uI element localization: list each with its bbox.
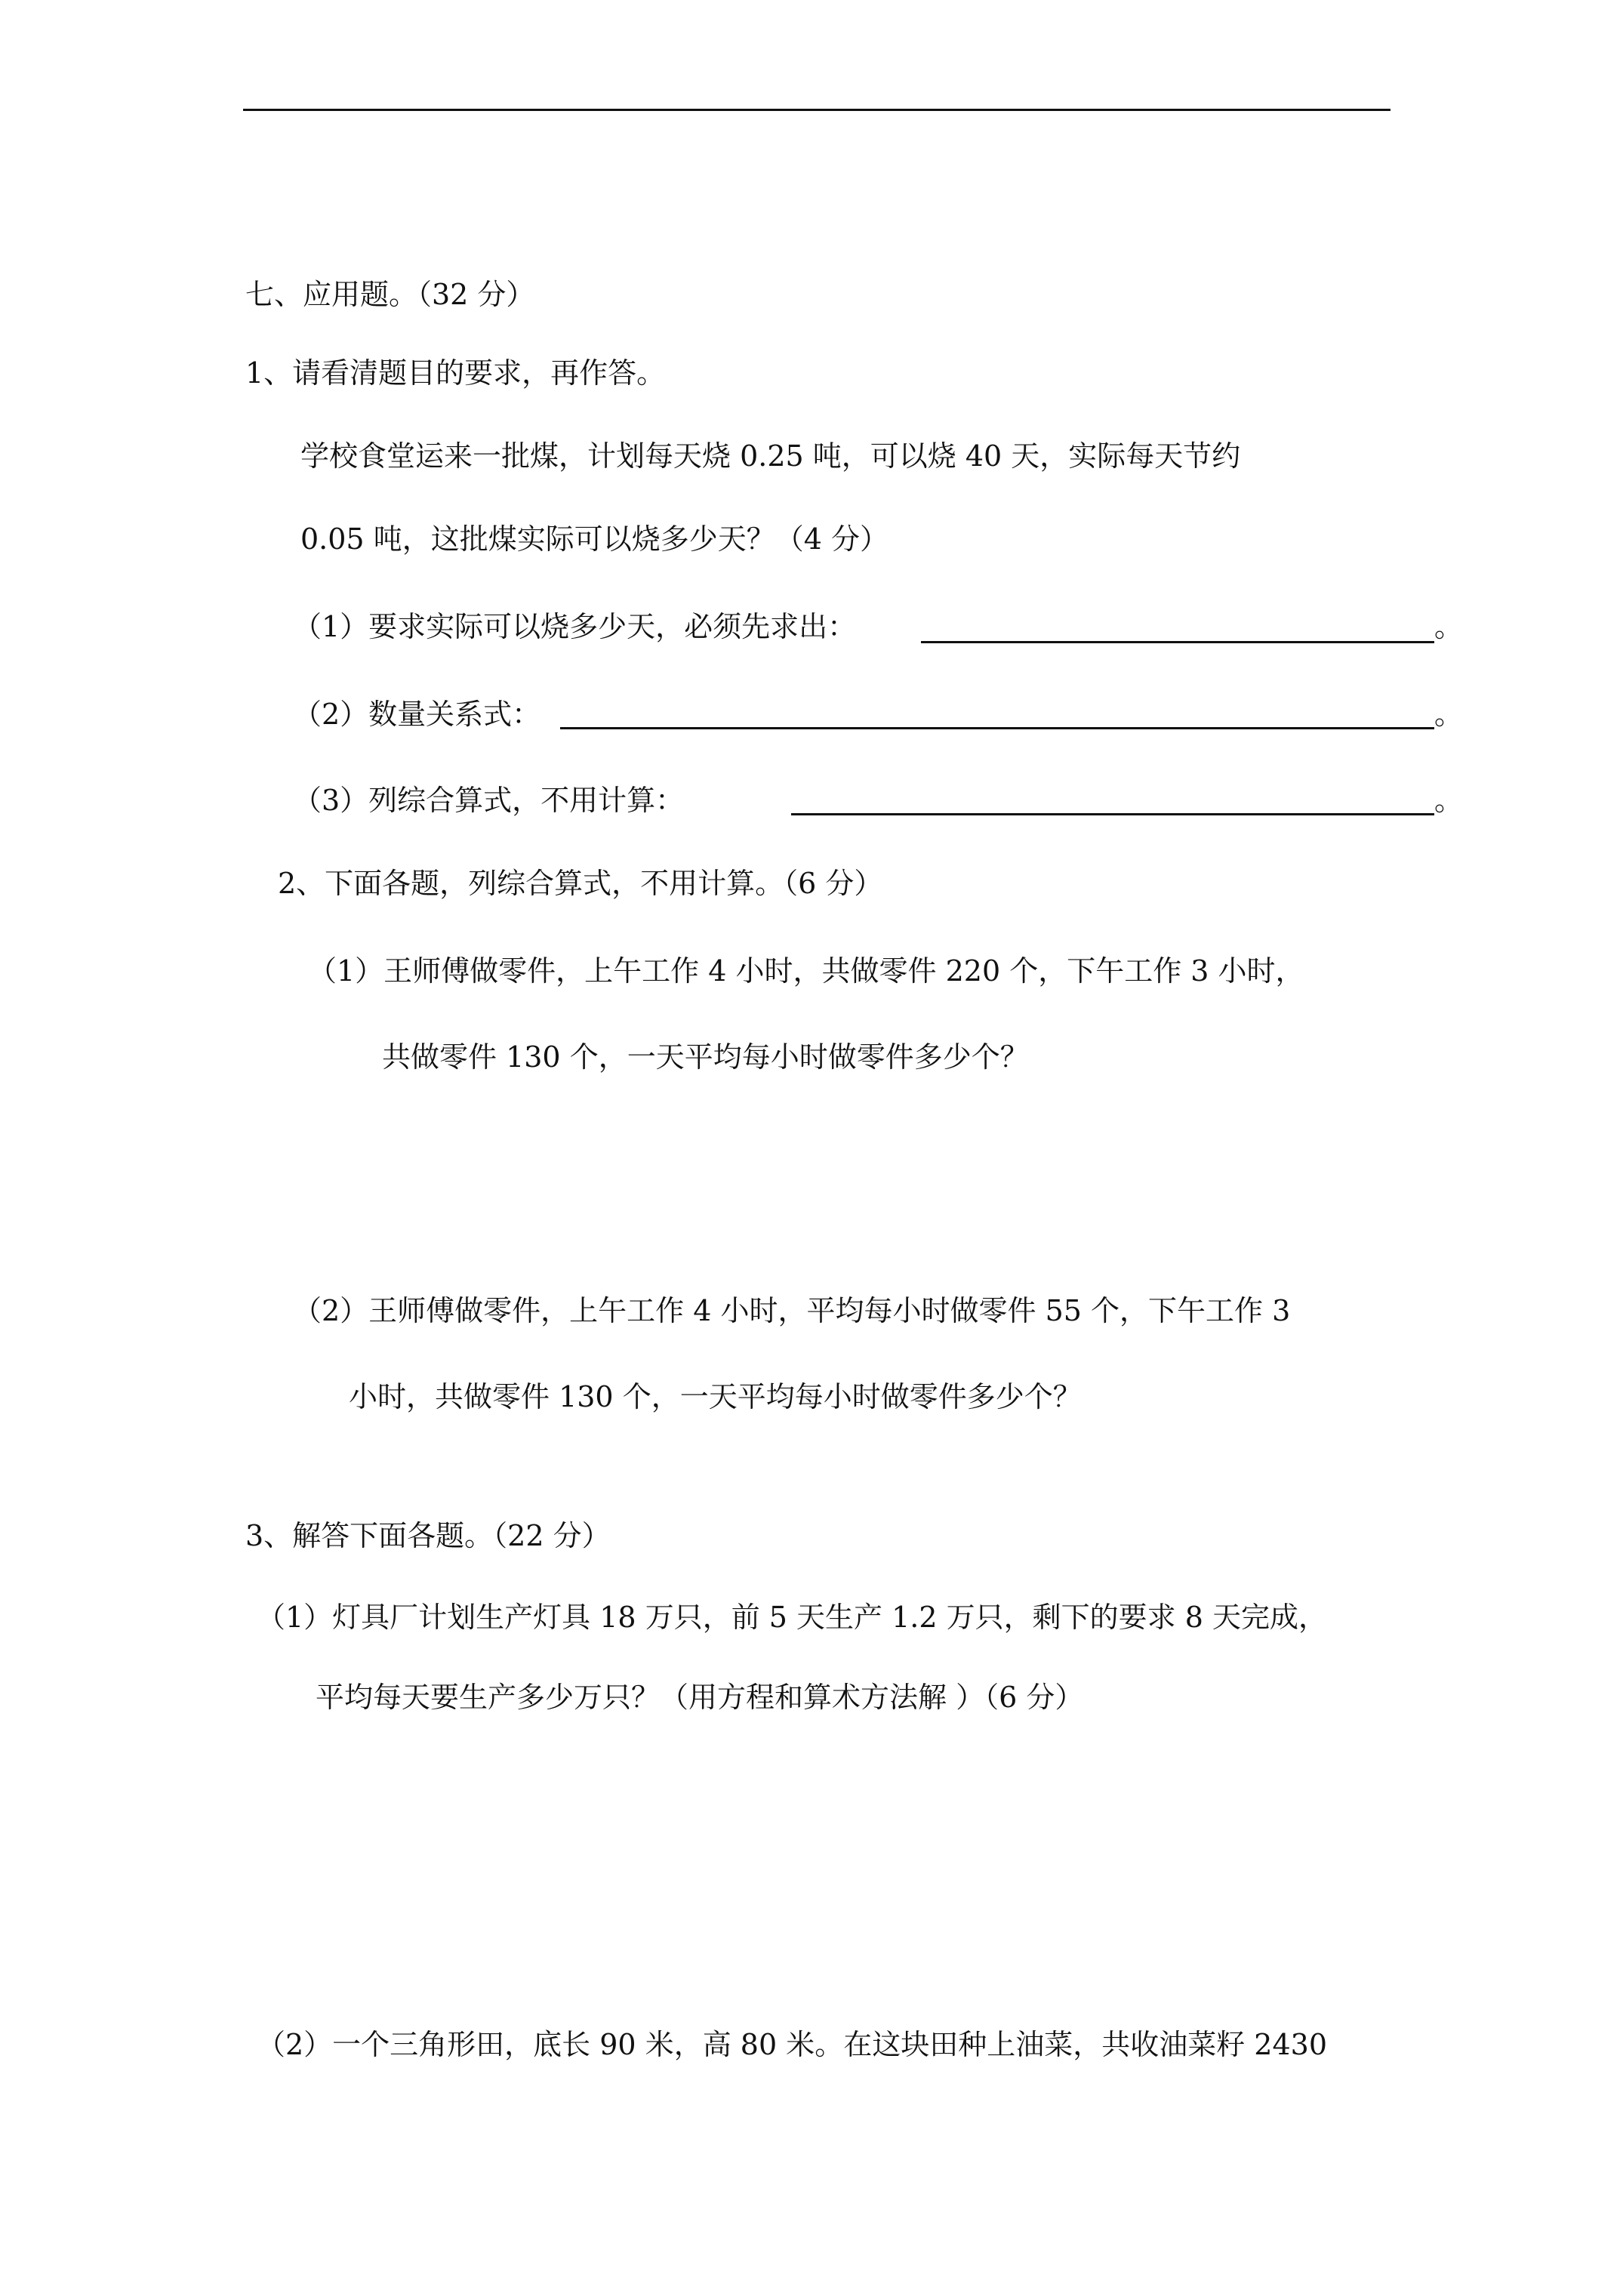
q1-stem-line1: 学校食堂运来一批煤，计划每天烧 0.25 吨，可以烧 40 天，实际每天节约	[300, 439, 1241, 473]
q1-stem-line2: 0.05 吨，这批煤实际可以烧多少天？（4 分）	[300, 522, 888, 556]
section-heading: 七、应用题。（32 分）	[245, 278, 535, 311]
q1-sub2-answer-blank[interactable]	[560, 727, 1434, 729]
q2-p2-line2: 小时，共做零件 130 个，一天平均每小时做零件多少个？	[349, 1380, 1082, 1413]
q3-p1-line1: （1）灯具厂计划生产灯具 18 万只，前 5 天生产 1.2 万只，剩下的要求 8 天完成，	[257, 1601, 1327, 1634]
q1-sub3-answer-blank[interactable]	[791, 813, 1434, 815]
q3-p2-line1: （2）一个三角形田，底长 90 米，高 80 米。在这块田种上油菜，共收油菜籽 2430	[257, 2028, 1327, 2061]
q1-sub1-end-mark: 。	[1434, 610, 1464, 643]
q2-title: 2、下面各题，列综合算式，不用计算。（6 分）	[278, 867, 883, 900]
q2-p2-line1: （2）王师傅做零件，上午工作 4 小时，平均每小时做零件 55 个，下午工作 3	[293, 1294, 1291, 1327]
q3-title: 3、解答下面各题。（22 分）	[245, 1519, 611, 1552]
q1-sub2-label: （2）数量关系式：	[293, 698, 541, 731]
q1-title: 1、请看清题目的要求，再作答。	[245, 356, 666, 390]
q1-sub3-end-mark: 。	[1434, 784, 1464, 817]
q1-sub1-answer-blank[interactable]	[921, 641, 1434, 643]
q1-sub1-label: （1）要求实际可以烧多少天，必须先求出：	[293, 610, 857, 643]
q3-p1-line2: 平均每天要生产多少万只？（用方程和算术方法解 ）（6 分）	[316, 1681, 1084, 1714]
q1-sub2-end-mark: 。	[1434, 698, 1464, 731]
header-rule	[243, 109, 1390, 111]
q1-sub3-label: （3）列综合算式，不用计算：	[293, 784, 685, 817]
q2-p1-line2: 共做零件 130 个，一天平均每小时做零件多少个？	[382, 1040, 1029, 1074]
q2-p1-line1: （1）王师傅做零件，上午工作 4 小时，共做零件 220 个，下午工作 3 小时，	[308, 954, 1304, 988]
